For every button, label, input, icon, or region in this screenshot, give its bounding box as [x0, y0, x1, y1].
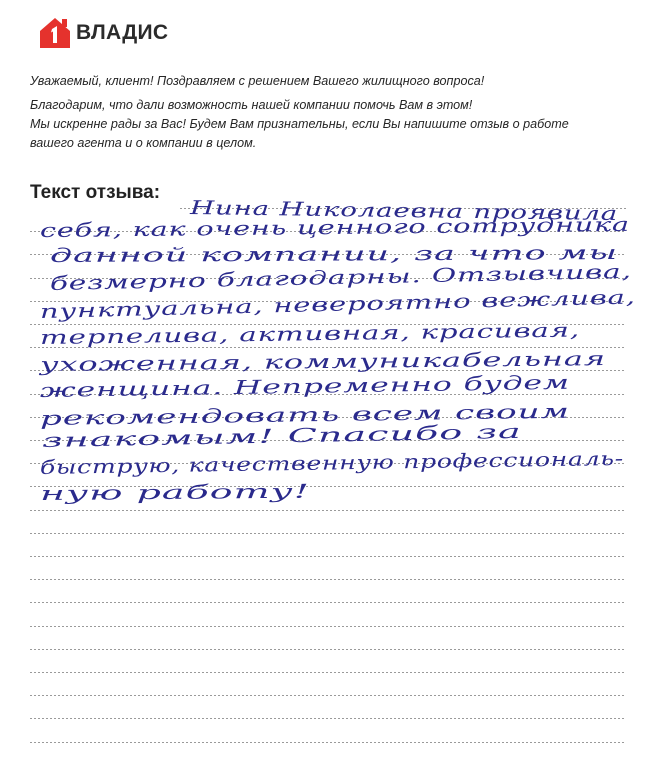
handwritten-line: рекомендовать всем своим	[39, 403, 334, 430]
handwritten-line: ухоженная, коммуникабельная	[39, 350, 376, 376]
handwritten-line: быструю, качественную профессиональ-	[39, 450, 481, 479]
handwritten-line: ную работу!	[39, 481, 176, 505]
thanks-line-1: Благодарим, что дали возможность нашей компании помочь Вам в этом!	[30, 98, 473, 112]
brand-name: ВЛАДИС	[76, 21, 169, 44]
thanks-line-3: вашего агента и о компании в целом.	[30, 136, 257, 150]
handwritten-line: безмерно благодарны. Отзывчива,	[49, 265, 423, 295]
handwritten-line: женщина. Непременно будем	[39, 374, 360, 402]
review-label: Текст отзыва:	[30, 182, 161, 203]
handwritten-line: пунктуальна, невероятно вежлива,	[39, 291, 429, 323]
handwritten-line: знакомым! Спасибо за	[41, 425, 282, 452]
handwritten-line: себя, как очень ценного сотрудника	[39, 215, 430, 242]
handwritten-line: терпелива, активная, красивая,	[39, 322, 390, 349]
greeting-text: Уважаемый, клиент! Поздравляем с решением Вашего жилищного вопроса!	[30, 74, 485, 88]
thanks-line-2: Мы искренне рады за Вас! Будем Вам признательны, если Вы напишите отзыв о работе	[30, 117, 569, 131]
handwritten-line: Нина Николаевна проявила	[189, 197, 484, 224]
handwritten-line: данной компании, за что мы	[49, 243, 359, 267]
